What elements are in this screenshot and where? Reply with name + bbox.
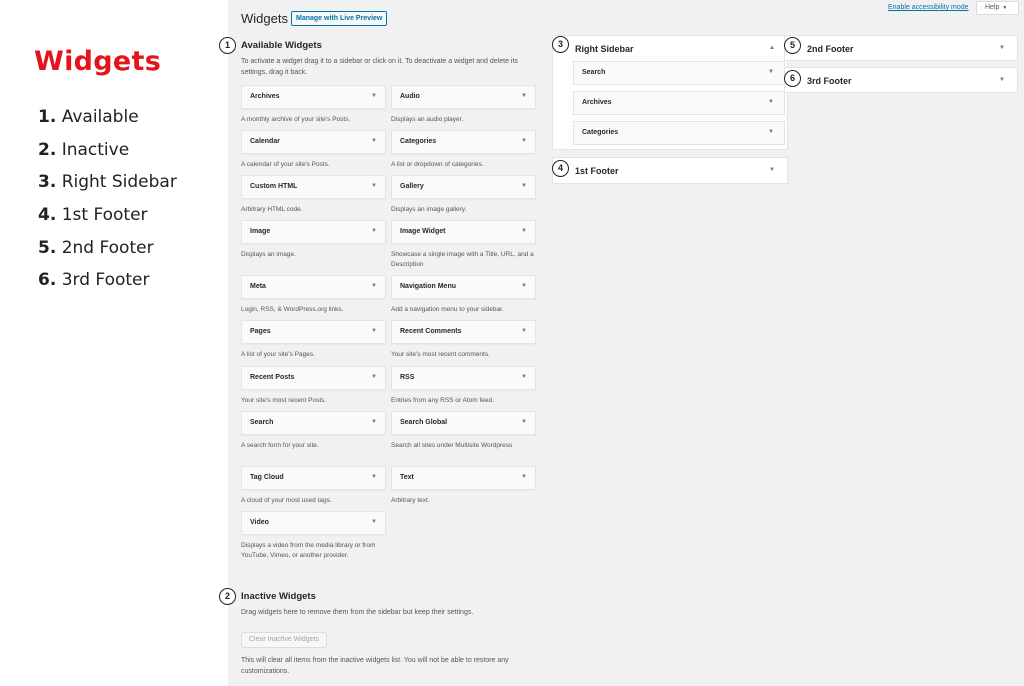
widget-recent-posts[interactable] — [241, 366, 386, 390]
arrow-down-icon[interactable]: ▼ — [371, 474, 377, 480]
widget-custom-html[interactable] — [241, 175, 386, 199]
widget-categories[interactable] — [391, 130, 536, 154]
badge-right-sidebar: 3 — [552, 36, 569, 53]
legend-item: 6. 3rd Footer — [38, 270, 150, 291]
arrow-down-icon[interactable]: ▼ — [371, 283, 377, 289]
arrow-down-icon[interactable]: ▼ — [768, 99, 774, 105]
widget-image-widget[interactable] — [391, 220, 536, 244]
widget-title: Pages — [250, 328, 271, 335]
legend-panel — [0, 0, 228, 686]
widget-description: A calendar of your site's Posts. — [241, 161, 330, 168]
widget-description: Entries from any RSS or Atom feed. — [391, 397, 494, 404]
widget-title: Search Global — [400, 419, 448, 426]
widget-description: Arbitrary text. — [391, 497, 430, 504]
arrow-down-icon[interactable]: ▼ — [521, 228, 527, 234]
widget-title: Gallery — [400, 183, 424, 190]
available-description: To activate a widget drag it to a sidebar or click on it. To deactivate a widget and delete its settings, drag it back. — [241, 58, 518, 76]
widget-title: Recent Comments — [400, 328, 462, 335]
arrow-down-icon[interactable]: ▼ — [521, 474, 527, 480]
widgets-admin — [224, 0, 1024, 686]
available-heading: Available Widgets — [241, 40, 322, 51]
widget-audio[interactable] — [391, 85, 536, 109]
clear-inactive-button[interactable]: Clear Inactive Widgets — [241, 632, 327, 648]
arrow-down-icon[interactable]: ▼ — [521, 283, 527, 289]
arrow-down-icon[interactable]: ▼ — [521, 374, 527, 380]
widget-description: A list or dropdown of categories. — [391, 161, 484, 168]
widget-gallery[interactable] — [391, 175, 536, 199]
footer3-title: 3rd Footer — [807, 76, 852, 86]
widget-recent-comments[interactable] — [391, 320, 536, 344]
widget-title: Image — [250, 228, 271, 235]
arrow-down-icon[interactable]: ▼ — [371, 328, 377, 334]
footer2-title: 2nd Footer — [807, 44, 854, 54]
badge-footer1: 4 — [552, 160, 569, 177]
sidebar-widget-search[interactable]: Search ▼ — [573, 61, 785, 85]
legend-item: 3. Right Sidebar — [38, 172, 177, 193]
arrow-down-icon[interactable]: ▼ — [371, 138, 377, 144]
right-sidebar-title: Right Sidebar — [575, 44, 634, 54]
widget-navigation-menu[interactable] — [391, 275, 536, 299]
arrow-down-icon[interactable]: ▼ — [521, 183, 527, 189]
arrow-down-icon[interactable]: ▼ — [999, 77, 1005, 83]
widget-description: Displays an audio player. — [391, 116, 464, 123]
widget-calendar[interactable] — [241, 130, 386, 154]
widget-description: Search all sites under Multisite Wordpress — [391, 442, 513, 449]
inactive-heading: Inactive Widgets — [241, 591, 316, 602]
sidebar-widget-archives[interactable]: Archives ▼ — [573, 91, 785, 115]
badge-available: 1 — [219, 37, 236, 54]
legend-item: 4. 1st Footer — [38, 205, 148, 226]
footer2-area[interactable] — [784, 35, 1018, 61]
arrow-down-icon[interactable]: ▼ — [768, 69, 774, 75]
widget-title: Meta — [250, 283, 266, 290]
arrow-down-icon[interactable]: ▼ — [769, 167, 775, 173]
badge-footer3: 6 — [784, 70, 801, 87]
widget-description: A list of your site's Pages. — [241, 351, 315, 358]
widget-description: A monthly archive of your site's Posts. — [241, 116, 351, 123]
legend-item: 5. 2nd Footer — [38, 237, 154, 258]
arrow-down-icon[interactable]: ▼ — [371, 419, 377, 425]
arrow-down-icon[interactable]: ▼ — [371, 93, 377, 99]
arrow-down-icon[interactable]: ▼ — [521, 419, 527, 425]
widget-description: Your site's most recent Posts. — [241, 397, 327, 404]
widget-title: Archives — [250, 93, 280, 100]
widget-search[interactable] — [241, 411, 386, 435]
sidebar-widget-categories[interactable]: Categories ▼ — [573, 121, 785, 145]
right-sidebar-area[interactable] — [552, 35, 788, 150]
widget-pages[interactable] — [241, 320, 386, 344]
page-title: Widgets — [241, 11, 288, 26]
footer3-area[interactable] — [784, 67, 1018, 93]
widget-title: Recent Posts — [250, 374, 295, 381]
arrow-down-icon[interactable]: ▼ — [371, 183, 377, 189]
arrow-down-icon[interactable]: ▼ — [371, 374, 377, 380]
widget-description: Add a navigation menu to your sidebar. — [391, 306, 504, 313]
footer1-title: 1st Footer — [575, 166, 619, 176]
widget-title: Tag Cloud — [250, 474, 284, 481]
widget-title: Categories — [400, 138, 437, 145]
inactive-description: Drag widgets here to remove them from the sidebar but keep their settings. — [241, 609, 474, 616]
arrow-down-icon[interactable]: ▼ — [999, 45, 1005, 51]
widget-description: Displays an image. — [241, 251, 296, 258]
arrow-down-icon: ▼ — [1002, 5, 1008, 11]
widget-rss[interactable] — [391, 366, 536, 390]
arrow-down-icon[interactable]: ▼ — [521, 328, 527, 334]
widget-title: Video — [250, 519, 269, 526]
arrow-down-icon[interactable]: ▼ — [521, 93, 527, 99]
widget-title: Calendar — [250, 138, 280, 145]
widget-text[interactable] — [391, 466, 536, 490]
arrow-down-icon[interactable]: ▼ — [371, 519, 377, 525]
widget-description: Displays an image gallery. — [391, 206, 467, 213]
widget-title: Text — [400, 474, 414, 481]
widget-title: Custom HTML — [250, 183, 298, 190]
widget-description: A cloud of your most used tags. — [241, 497, 332, 504]
widget-description: A search form for your site. — [241, 442, 319, 449]
widget-meta[interactable] — [241, 275, 386, 299]
arrow-down-icon[interactable]: ▼ — [521, 138, 527, 144]
widget-description: Displays a video from the media library or from YouTube, Vimeo, or another provider. — [241, 542, 376, 559]
help-button[interactable]: Help ▼ — [976, 1, 1019, 15]
legend-title: Widgets — [34, 46, 162, 77]
widget-archives[interactable] — [241, 85, 386, 109]
footer1-area[interactable] — [552, 157, 788, 184]
widget-description: Login, RSS, & WordPress.org links. — [241, 306, 344, 313]
live-preview-button[interactable]: Manage with Live Preview — [291, 11, 387, 26]
widget-description: Arbitrary HTML code. — [241, 206, 303, 213]
widget-description: Your site's most recent comments. — [391, 351, 490, 358]
accessibility-mode-link[interactable]: Enable accessibility mode — [888, 4, 969, 11]
widget-tag-cloud[interactable] — [241, 466, 386, 490]
widget-video[interactable] — [241, 511, 386, 535]
arrow-up-icon[interactable]: ▲ — [769, 45, 775, 51]
widget-description: Showcase a single image with a Title, URL, and a Description — [391, 251, 534, 268]
legend-item: 1. Available — [38, 107, 139, 127]
widget-title: Search — [250, 419, 274, 426]
badge-inactive: 2 — [219, 588, 236, 605]
widget-search-global[interactable] — [391, 411, 536, 435]
widget-title: Audio — [400, 93, 420, 100]
arrow-down-icon[interactable]: ▼ — [768, 129, 774, 135]
legend-item: 2. Inactive — [38, 139, 130, 160]
widget-image[interactable] — [241, 220, 386, 244]
legend-list — [38, 104, 177, 300]
widget-title: Navigation Menu — [400, 283, 457, 290]
widget-title: Image Widget — [400, 228, 446, 235]
inactive-note: This will clear all items from the inactive widgets list. You will not be able to restore any customizations. — [241, 657, 509, 675]
badge-footer2: 5 — [784, 37, 801, 54]
widget-title: RSS — [400, 374, 415, 381]
arrow-down-icon[interactable]: ▼ — [371, 228, 377, 234]
